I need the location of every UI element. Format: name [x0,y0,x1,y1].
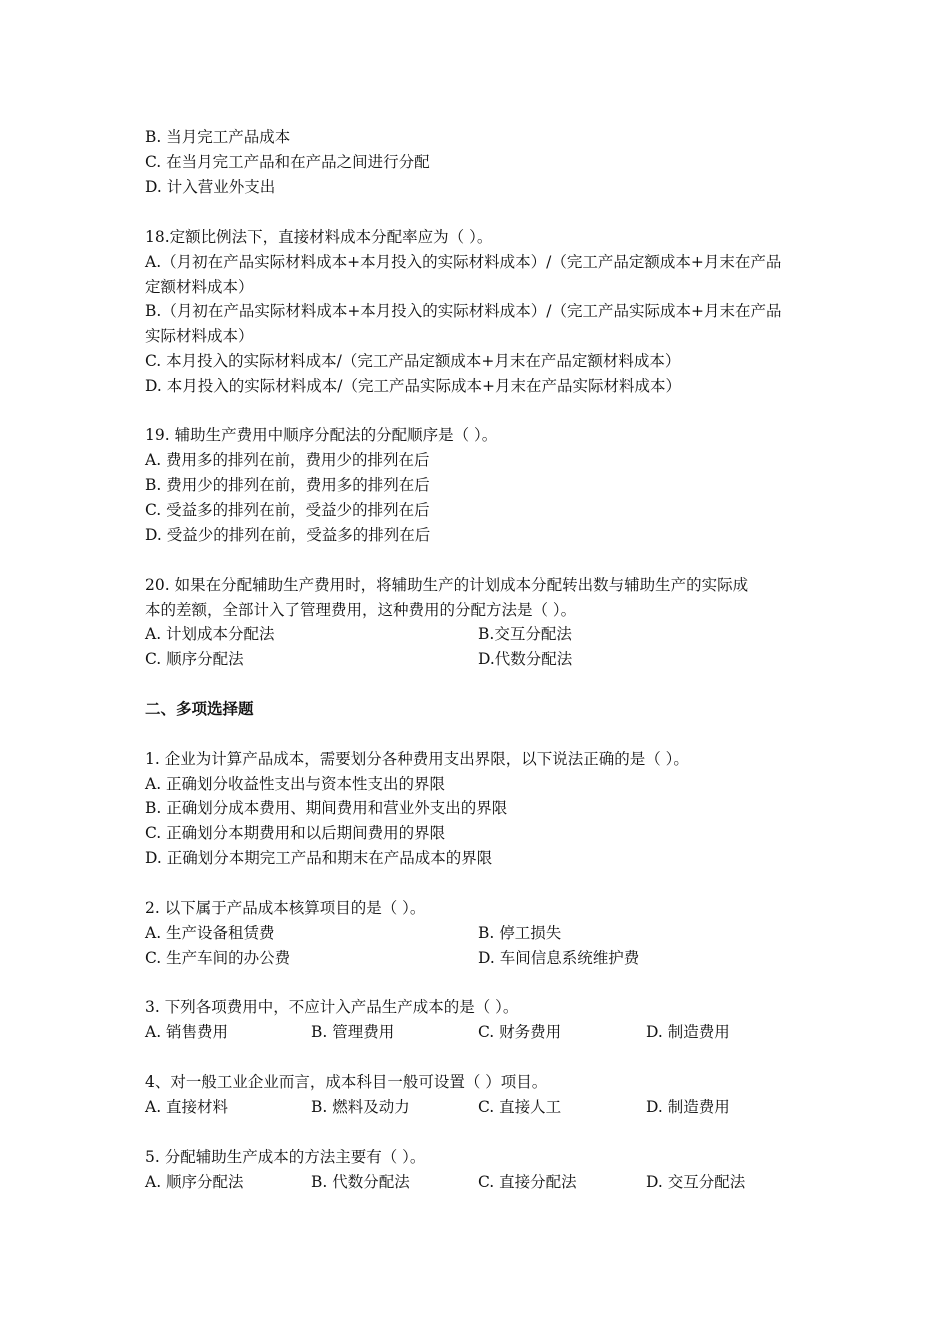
q20-option-c: C. 顺序分配法 [145,650,244,668]
m4-option-a: A. 直接材料 [145,1098,229,1116]
m2-stem: 2. 以下属于产品成本核算项目的是（ ）。 [145,899,426,917]
q19-stem: 19. 辅助生产费用中顺序分配法的分配顺序是（ ）。 [145,426,498,444]
m5-option-b: B. 代数分配法 [311,1173,410,1191]
m1-stem: 1. 企业为计算产品成本，需要划分各种费用支出界限，以下说法正确的是（ ）。 [145,750,689,768]
m1-option-c: C. 正确划分本期费用和以后期间费用的界限 [145,824,446,842]
q17-option-b: B. 当月完工产品成本 [145,128,291,146]
q19-option-d: D. 受益少的排列在前，受益多的排列在后 [145,526,431,544]
m2-option-c: C. 生产车间的办公费 [145,949,291,967]
m4-option-d: D. 制造费用 [646,1098,730,1116]
m4-option-c: C. 直接人工 [478,1098,562,1116]
q20-option-d: D.代数分配法 [478,650,573,668]
m2-option-a: A. 生产设备租赁费 [145,924,275,942]
m2-option-d: D. 车间信息系统维护费 [478,949,640,967]
m1-option-b: B. 正确划分成本费用、期间费用和营业外支出的界限 [145,799,508,817]
q20-option-a: A. 计划成本分配法 [145,625,275,643]
q17-option-c: C. 在当月完工产品和在产品之间进行分配 [145,153,430,171]
q19-option-c: C. 受益多的排列在前，受益少的排列在后 [145,501,430,519]
q20-stem-line1: 20. 如果在分配辅助生产费用时，将辅助生产的计划成本分配转出数与辅助生产的实际成 [145,576,749,594]
q18-option-c: C. 本月投入的实际材料成本/（完工产品定额成本+月末在产品定额材料成本） [145,352,681,370]
m5-option-a: A. 顺序分配法 [145,1173,244,1191]
m3-stem: 3. 下列各项费用中，不应计入产品生产成本的是（ ）。 [145,998,519,1016]
q19-option-a: A. 费用多的排列在前，费用少的排列在后 [145,451,430,469]
q19-option-b: B. 费用少的排列在前，费用多的排列在后 [145,476,430,494]
q18-option-a-line1: A.（月初在产品实际材料成本+本月投入的实际材料成本）/（完工产品定额成本+月末在产品 [145,253,782,271]
q18-stem: 18.定额比例法下，直接材料成本分配率应为（ ）。 [145,228,493,246]
m1-option-a: A. 正确划分收益性支出与资本性支出的界限 [145,775,446,793]
section-title: 二、多项选择题 [145,700,254,718]
m2-option-b: B. 停工损失 [478,924,562,942]
m5-option-c: C. 直接分配法 [478,1173,577,1191]
q18-option-b-line2: 实际材料成本） [145,327,254,345]
q20-stem-line2: 本的差额，全部计入了管理费用，这种费用的分配方法是（ ）。 [145,601,577,619]
m3-option-c: C. 财务费用 [478,1023,562,1041]
m3-option-a: A. 销售费用 [145,1023,229,1041]
m5-stem: 5. 分配辅助生产成本的方法主要有（ ）。 [145,1148,426,1166]
m5-option-d: D. 交互分配法 [646,1173,746,1191]
q18-option-b-line1: B.（月初在产品实际材料成本+本月投入的实际材料成本）/（完工产品实际成本+月末在产品 [145,302,782,320]
q18-option-d: D. 本月投入的实际材料成本/（完工产品实际成本+月末在产品实际材料成本） [145,377,681,395]
m4-option-b: B. 燃料及动力 [311,1098,410,1116]
m4-stem: 4、对一般工业企业而言，成本科目一般可设置（ ）项目。 [145,1073,548,1091]
q18-option-a-line2: 定额材料成本） [145,278,254,296]
q20-option-b: B.交互分配法 [478,625,572,643]
m1-option-d: D. 正确划分本期完工产品和期末在产品成本的界限 [145,849,493,867]
q17-option-d: D. 计入营业外支出 [145,178,276,196]
m3-option-d: D. 制造费用 [646,1023,730,1041]
m3-option-b: B. 管理费用 [311,1023,395,1041]
